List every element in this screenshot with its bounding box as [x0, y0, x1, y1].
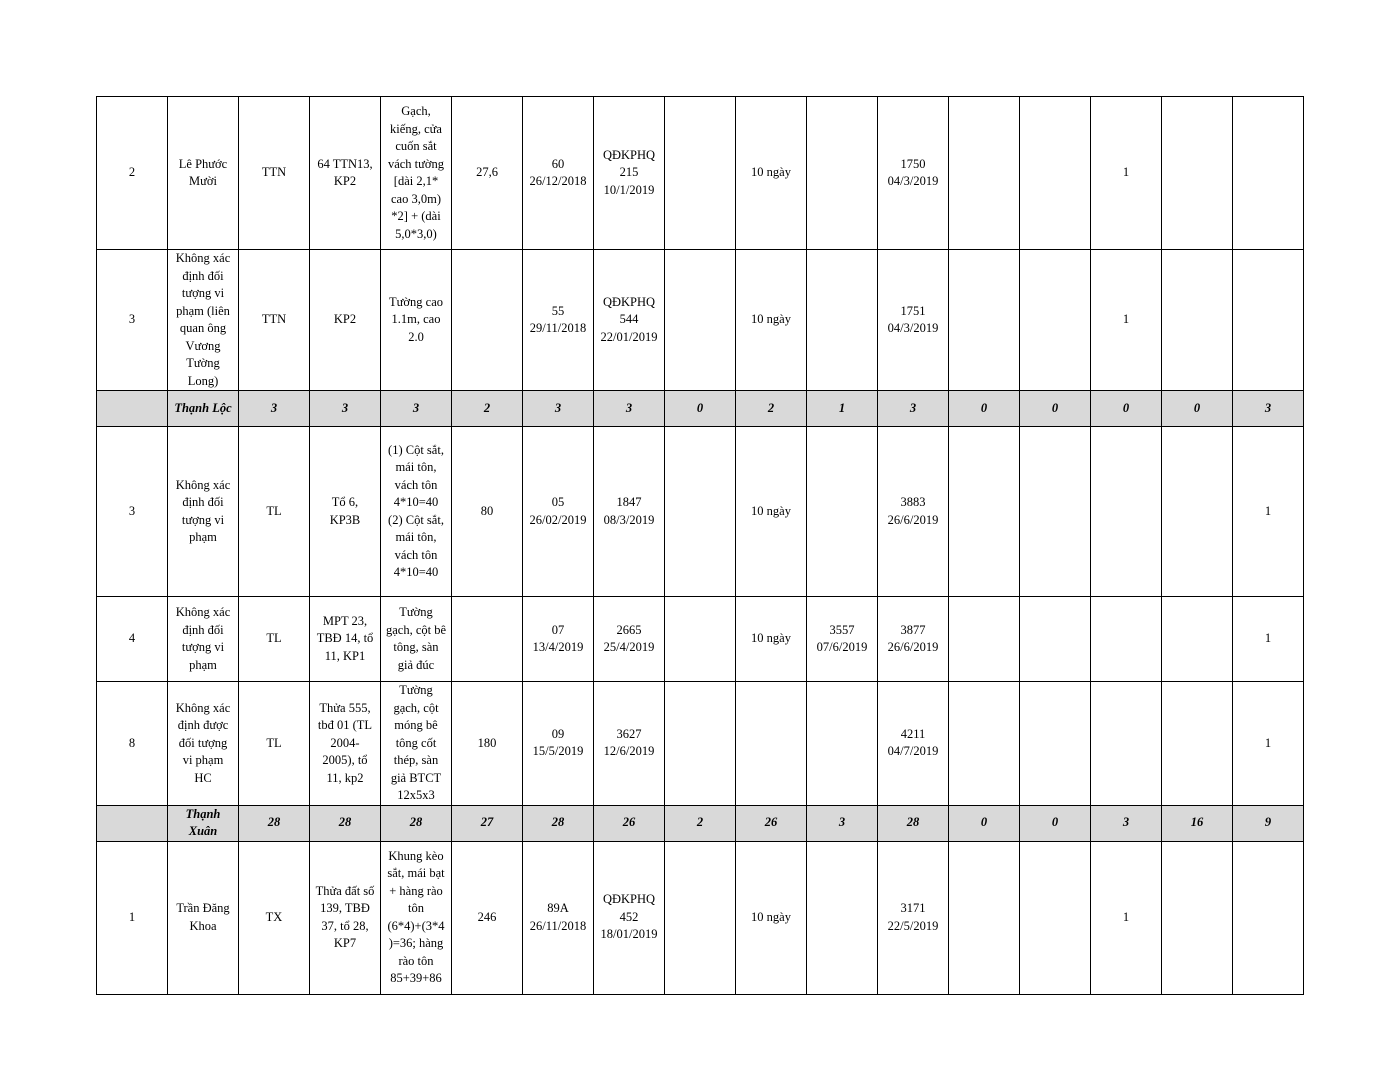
table-row: [97, 597, 1304, 682]
table-row: [97, 682, 1304, 806]
table-cell: 3: [1091, 805, 1162, 841]
table-cell: 28: [381, 805, 452, 841]
table-cell: Tổ 6, KP3B: [310, 427, 381, 597]
table-cell: [97, 805, 168, 841]
table-cell: [1162, 250, 1233, 391]
table-cell: Gạch, kiếng, cửa cuốn sắt vách tường [dài 2,1* cao 3,0m) *2] + (dài 5,0*3,0): [381, 97, 452, 250]
table-cell: Tường gạch, cột móng bê tông cốt thép, sàn giả BTCT 12x5x3: [381, 682, 452, 806]
table-cell: 05 26/02/2019: [523, 427, 594, 597]
table-cell: Thạnh Xuân: [168, 805, 239, 841]
table-cell: Khung kèo sắt, mái bạt + hàng rào tôn (6*4)+(3*4 )=36; hàng rào tôn 85+39+86: [381, 841, 452, 994]
table-cell: [665, 682, 736, 806]
table-cell: 0: [1091, 391, 1162, 427]
table-cell: 3: [1233, 391, 1304, 427]
table-cell: [736, 682, 807, 806]
table-cell: [1020, 841, 1091, 994]
table-cell: [1162, 682, 1233, 806]
table-cell: 10 ngày: [736, 250, 807, 391]
table-cell: [807, 427, 878, 597]
table-row: [97, 250, 1304, 391]
table-cell: 0: [1020, 805, 1091, 841]
table-cell: Thửa đất số 139, TBĐ 37, tổ 28, KP7: [310, 841, 381, 994]
table-cell: [665, 427, 736, 597]
table-cell: [949, 97, 1020, 250]
table-cell: 80: [452, 427, 523, 597]
table-cell: 2: [97, 97, 168, 250]
table-cell: 1: [1233, 682, 1304, 806]
table-cell: 1: [807, 391, 878, 427]
table-cell: 3: [523, 391, 594, 427]
table-cell: [665, 597, 736, 682]
table-cell: [807, 841, 878, 994]
table-cell: 3: [807, 805, 878, 841]
table-cell: [1020, 97, 1091, 250]
table-cell: [1091, 682, 1162, 806]
table-cell: 3: [381, 391, 452, 427]
table-cell: 0: [665, 391, 736, 427]
table-cell: 26: [736, 805, 807, 841]
subtotal-row: [97, 391, 1304, 427]
table-cell: TL: [239, 682, 310, 806]
table-cell: 3877 26/6/2019: [878, 597, 949, 682]
table-cell: TX: [239, 841, 310, 994]
table-cell: QĐKPHQ 544 22/01/2019: [594, 250, 665, 391]
table-body: [97, 97, 1304, 995]
table-row: [97, 427, 1304, 597]
table-cell: 3: [878, 391, 949, 427]
table-cell: 55 29/11/2018: [523, 250, 594, 391]
table-cell: 246: [452, 841, 523, 994]
table-cell: KP2: [310, 250, 381, 391]
table-row: [97, 97, 1304, 250]
table-cell: [1233, 250, 1304, 391]
table-cell: 3883 26/6/2019: [878, 427, 949, 597]
table-cell: 28: [310, 805, 381, 841]
table-cell: 28: [878, 805, 949, 841]
table-cell: 1: [1091, 97, 1162, 250]
table-cell: [949, 682, 1020, 806]
table-cell: 2: [736, 391, 807, 427]
table-cell: TL: [239, 427, 310, 597]
table-cell: 4211 04/7/2019: [878, 682, 949, 806]
table-cell: [452, 250, 523, 391]
table-cell: QĐKPHQ 215 10/1/2019: [594, 97, 665, 250]
table-cell: [1091, 597, 1162, 682]
table-cell: [1020, 597, 1091, 682]
table-cell: Tường gạch, cột bê tông, sàn giả đúc: [381, 597, 452, 682]
table-cell: 0: [1020, 391, 1091, 427]
table-cell: 3: [310, 391, 381, 427]
table-cell: [1162, 597, 1233, 682]
table-cell: 10 ngày: [736, 841, 807, 994]
table-cell: 10 ngày: [736, 97, 807, 250]
table-cell: Trần Đăng Khoa: [168, 841, 239, 994]
table-cell: [665, 97, 736, 250]
table-cell: 3557 07/6/2019: [807, 597, 878, 682]
table-cell: [97, 391, 168, 427]
table-cell: [1162, 427, 1233, 597]
table-cell: 0: [949, 391, 1020, 427]
violations-table: [96, 96, 1304, 995]
table-cell: [1020, 427, 1091, 597]
table-cell: 1751 04/3/2019: [878, 250, 949, 391]
table-cell: 2: [665, 805, 736, 841]
table-cell: 3171 22/5/2019: [878, 841, 949, 994]
table-cell: 1750 04/3/2019: [878, 97, 949, 250]
table-cell: TTN: [239, 97, 310, 250]
table-cell: [1020, 250, 1091, 391]
table-cell: Không xác định được đối tượng vi phạm HC: [168, 682, 239, 806]
table-cell: [1162, 97, 1233, 250]
table-cell: [949, 597, 1020, 682]
table-cell: Lê Phước Mười: [168, 97, 239, 250]
table-cell: MPT 23, TBĐ 14, tổ 11, KP1: [310, 597, 381, 682]
table-cell: Không xác định đối tượng vi phạm: [168, 427, 239, 597]
table-cell: [949, 427, 1020, 597]
table-cell: 3: [594, 391, 665, 427]
table-cell: TTN: [239, 250, 310, 391]
table-cell: 27,6: [452, 97, 523, 250]
table-cell: 3: [239, 391, 310, 427]
table-cell: 1: [1091, 250, 1162, 391]
table-cell: 27: [452, 805, 523, 841]
table-cell: [665, 250, 736, 391]
table-cell: 0: [1162, 391, 1233, 427]
table-cell: 09 15/5/2019: [523, 682, 594, 806]
table-cell: 3: [97, 427, 168, 597]
table-cell: 2: [452, 391, 523, 427]
table-cell: [807, 250, 878, 391]
table-cell: Thửa 555, tbđ 01 (TL 2004- 2005), tổ 11, kp2: [310, 682, 381, 806]
table-cell: 4: [97, 597, 168, 682]
table-cell: 8: [97, 682, 168, 806]
table-cell: 28: [523, 805, 594, 841]
table-cell: 1: [1091, 841, 1162, 994]
table-cell: 1: [97, 841, 168, 994]
table-cell: 3: [97, 250, 168, 391]
table-cell: QĐKPHQ 452 18/01/2019: [594, 841, 665, 994]
table-cell: [1020, 682, 1091, 806]
table-cell: [949, 250, 1020, 391]
table-cell: 0: [949, 805, 1020, 841]
table-cell: [452, 597, 523, 682]
table-cell: [665, 841, 736, 994]
table-cell: 1847 08/3/2019: [594, 427, 665, 597]
table-cell: 28: [239, 805, 310, 841]
table-cell: 3627 12/6/2019: [594, 682, 665, 806]
table-cell: 64 TTN13, KP2: [310, 97, 381, 250]
table-cell: Tường cao 1.1m, cao 2.0: [381, 250, 452, 391]
table-cell: Không xác định đối tượng vi phạm: [168, 597, 239, 682]
table-cell: 26: [594, 805, 665, 841]
table-cell: [807, 682, 878, 806]
table-cell: 1: [1233, 597, 1304, 682]
table-cell: Không xác định đối tượng vi phạm (liên quan ông Vương Tường Long): [168, 250, 239, 391]
table-row: [97, 841, 1304, 994]
table-cell: 16: [1162, 805, 1233, 841]
table-cell: 07 13/4/2019: [523, 597, 594, 682]
table-cell: 89A 26/11/2018: [523, 841, 594, 994]
table-cell: [807, 97, 878, 250]
table-cell: 60 26/12/2018: [523, 97, 594, 250]
table-cell: 10 ngày: [736, 427, 807, 597]
table-cell: 1: [1233, 427, 1304, 597]
table-cell: [1233, 97, 1304, 250]
table-cell: [1091, 427, 1162, 597]
table-cell: 180: [452, 682, 523, 806]
subtotal-row: [97, 805, 1304, 841]
table-cell: [949, 841, 1020, 994]
table-cell: 10 ngày: [736, 597, 807, 682]
table-cell: Thạnh Lộc: [168, 391, 239, 427]
table-cell: [1162, 841, 1233, 994]
table-cell: 9: [1233, 805, 1304, 841]
table-cell: 2665 25/4/2019: [594, 597, 665, 682]
table-cell: (1) Cột sắt, mái tôn, vách tôn 4*10=40 (2) Cột sắt, mái tôn, vách tôn 4*10=40: [381, 427, 452, 597]
table-cell: [1233, 841, 1304, 994]
table-cell: TL: [239, 597, 310, 682]
